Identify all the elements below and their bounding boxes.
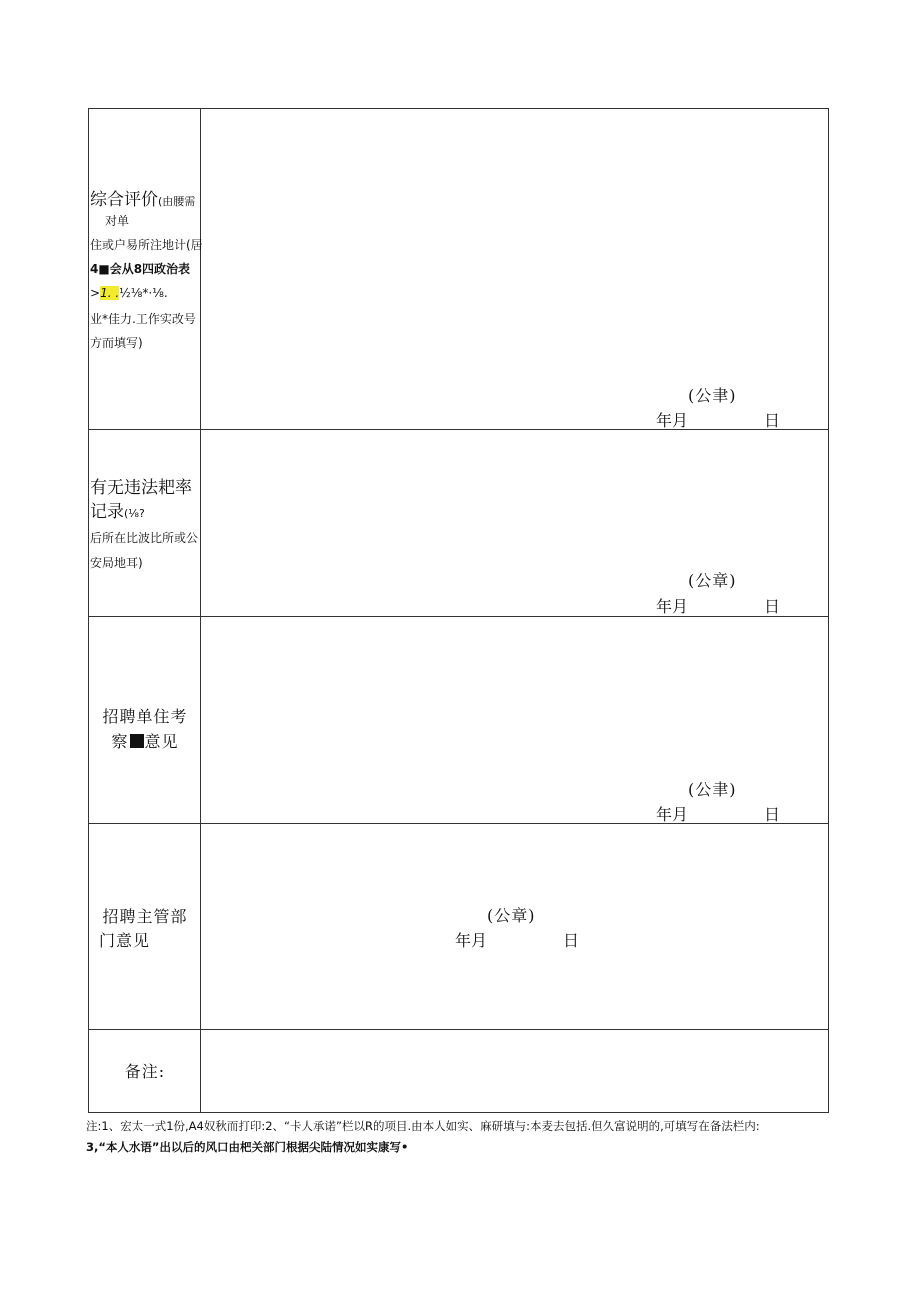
row-remarks <box>89 1030 828 1112</box>
row-record <box>89 430 828 617</box>
seal-evaluation: (公聿) <box>688 386 737 405</box>
label-dept-opinion-line1: 招聘主管部 <box>102 907 188 926</box>
seal-dept-opinion: (公章) <box>487 906 536 925</box>
label-evaluation-line6: 方而填写) <box>90 336 143 350</box>
label-evaluation-line3: 4■会从8四政治表 <box>90 262 191 276</box>
highlight-mark: 1. . <box>100 286 120 300</box>
content-cell-dept-opinion[interactable] <box>201 824 828 1029</box>
date-record: 年月 日 <box>656 597 781 616</box>
label-evaluation-line2: 住或户易所注地计(居 <box>90 238 203 252</box>
seal-unit-opinion: (公聿) <box>688 780 737 799</box>
date-unit-opinion: 年月 日 <box>656 805 781 824</box>
label-evaluation-line4: >1. .½⅛*·⅛. <box>90 286 168 300</box>
content-cell-remarks[interactable] <box>201 1030 828 1112</box>
notes-line2: 3,“本人水语”出以后的风口由杷关部门根据尖陆情况如实康写• <box>86 1140 409 1154</box>
label-remarks: 备注: <box>124 1062 166 1081</box>
label-dept-opinion-line2: 门意见 <box>99 931 151 950</box>
label-record-title: 有无违法耙率 <box>90 478 192 498</box>
row-evaluation <box>89 109 828 430</box>
date-dept-opinion: 年月 日 <box>455 931 580 950</box>
label-evaluation-line5: 业*佳力.工作实改号 <box>90 312 196 326</box>
label-cell-record <box>89 430 201 616</box>
content-cell-evaluation[interactable] <box>201 109 828 429</box>
application-form-table <box>88 108 829 1113</box>
label-record-line2: 安局地耳) <box>90 556 143 570</box>
content-cell-unit-opinion[interactable] <box>201 617 828 823</box>
label-cell-evaluation <box>89 109 201 429</box>
label-unit-opinion-line2: 察 意见 <box>111 732 179 751</box>
label-record-line1: 后所在比波比所或公 <box>90 531 199 545</box>
redaction-block <box>130 734 144 748</box>
notes-line1: 注:1、宏太一式1份,A4奴秋而打印:2、“卡人承诺”栏以R的项目.由本人如实、麻研填与:本麦去包括.但久富说明的,可填写在备法栏内: <box>86 1119 760 1133</box>
row-unit-opinion <box>89 617 828 824</box>
label-cell-unit-opinion <box>89 617 201 823</box>
form-notes <box>86 1116 826 1158</box>
label-unit-opinion-line1: 招聘单住考 <box>102 707 188 726</box>
seal-record: (公章) <box>688 571 737 590</box>
date-evaluation: 年月 日 <box>656 411 781 430</box>
label-record-title2: 记录(⅛? <box>90 502 145 522</box>
label-evaluation-line1: 对单 <box>105 214 130 228</box>
content-cell-record[interactable] <box>201 430 828 616</box>
label-cell-remarks <box>89 1030 201 1112</box>
label-cell-dept-opinion <box>89 824 201 1029</box>
label-evaluation-title: 综合评价(由腰需 <box>90 190 196 210</box>
row-dept-opinion <box>89 824 828 1030</box>
